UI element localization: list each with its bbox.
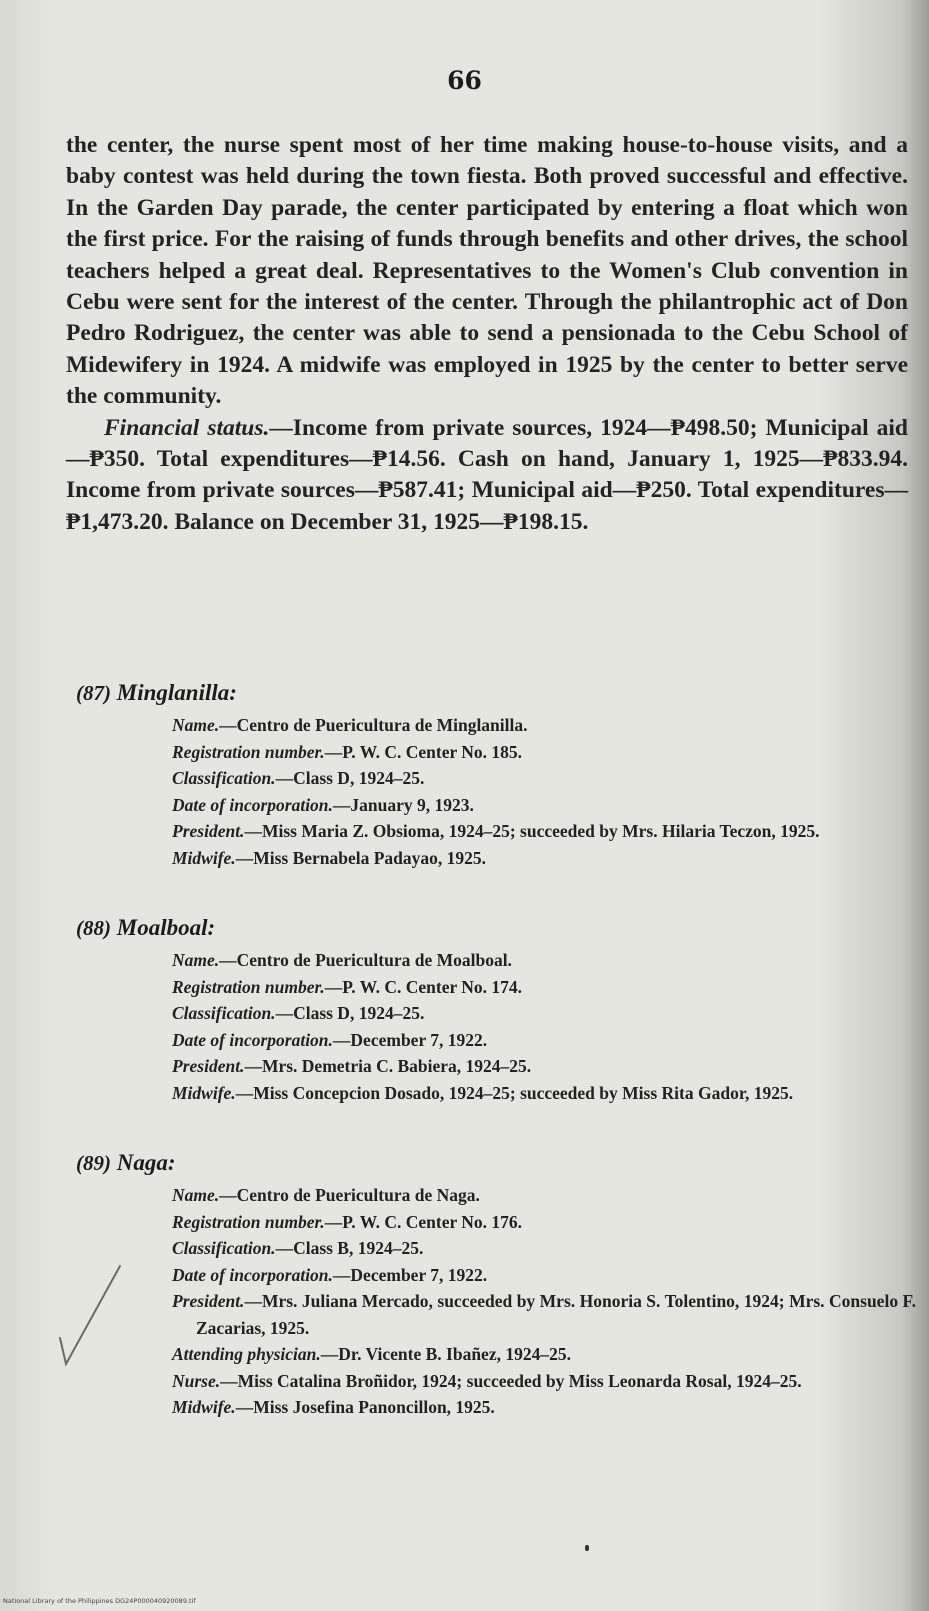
field-midwife: Midwife.—Miss Bernabela Padayao, 1925. <box>172 847 487 868</box>
field-attending-physician: Attending physician.—Dr. Vicente B. Ibañez, 1924–25. <box>172 1344 571 1364</box>
entry-place: Minglanilla: <box>116 680 237 705</box>
field-president: President.—Miss Maria Z. Obsioma, 1924–25; succeeded by Mrs. Hilaria Teczon, 1925. <box>172 821 820 841</box>
field-name: Name.—Centro de Puericultura de Minglanilla. <box>172 715 528 735</box>
entry-naga <box>76 1150 916 1421</box>
financial-status-paragraph <box>66 413 908 539</box>
field-president: President.—Mrs. Demetria C. Babiera, 1924–25. <box>172 1056 532 1076</box>
field-incorporation: Date of incorporation.—December 7, 1922. <box>172 1029 488 1050</box>
entry-place: Moalboal: <box>116 915 216 940</box>
field-nurse: Nurse.—Miss Catalina Broñidor, 1924; succeeded by Miss Leonarda Rosal, 1924–25. <box>172 1370 802 1391</box>
ink-speck <box>585 1545 589 1551</box>
field-classification: Classification.—Class D, 1924–25. <box>172 768 425 788</box>
entry-fields <box>172 1182 916 1421</box>
field-name: Name.—Centro de Puericultura de Naga. <box>172 1185 480 1205</box>
field-incorporation: Date of incorporation.—December 7, 1922. <box>172 1264 488 1285</box>
field-incorporation: Date of incorporation.—January 9, 1923. <box>172 794 474 815</box>
field-classification: Classification.—Class B, 1924–25. <box>172 1238 424 1258</box>
field-classification: Classification.—Class D, 1924–25. <box>172 1003 425 1023</box>
entry-heading <box>76 915 916 941</box>
scan-footer: National Library of the Philippines DG24P000040920089.tif <box>3 1597 196 1605</box>
entry-moalboal <box>76 915 916 1106</box>
financial-status-text: —Income from private sources, 1924—₱498.50; Municipal aid—₱350. Total expenditures—₱14.56. Cash on hand, January 1, 1925—₱833.94. Income from private sources—₱587.41; Municipal aid—₱250. Total expenditures—₱1,473.20. Balance on December 31, 1925—₱198.15. <box>66 414 908 535</box>
financial-status-label: Financial status. <box>104 414 270 441</box>
field-president: President.—Mrs. Juliana Mercado, succeeded by Mrs. Honoria S. Tolentino, 1924; Mrs. Consuelo F. Zacarias, 1925. <box>172 1291 916 1338</box>
field-midwife: Midwife.—Miss Concepcion Dosado, 1924–25; succeeded by Miss Rita Gador, 1925. <box>172 1082 794 1103</box>
field-midwife: Midwife.—Miss Josefina Panoncillon, 1925. <box>172 1397 495 1417</box>
entry-minglanilla <box>76 680 916 871</box>
pencil-check-mark <box>58 1260 128 1380</box>
entry-number: (87) <box>76 681 111 705</box>
field-registration: Registration number.—P. W. C. Center No. 185. <box>172 741 523 762</box>
entry-number: (88) <box>76 916 111 940</box>
entry-fields <box>172 712 916 871</box>
field-name: Name.—Centro de Puericultura de Moalboal. <box>172 950 512 970</box>
entry-heading <box>76 1150 916 1176</box>
field-registration: Registration number.—P. W. C. Center No. 176. <box>172 1211 523 1232</box>
entry-heading <box>76 680 916 706</box>
entry-number: (89) <box>76 1151 111 1175</box>
page-number: 66 <box>447 66 482 95</box>
body-text <box>66 130 908 538</box>
paragraph-continuation: the center, the nurse spent most of her time making house-to-house visits, and a baby contest was held during the town fiesta. Both proved successful and effective. In the Garden Day parade, the center participated by entering a float which won the first price. For the raising of funds through benefits and other drives, the school teachers helped a great deal. Representatives to the Women's Club convention in Cebu were sent for the interest of the center. Through the philantrophic act of Don Pedro Rodriguez, the center was able to send a pensionada to the Cebu School of Midewifery in 1924. A midwife was employed in 1925 by the center to better serve the community. <box>66 132 908 410</box>
field-registration: Registration number.—P. W. C. Center No. 174. <box>172 976 523 997</box>
entry-fields <box>172 947 916 1106</box>
entry-place: Naga: <box>116 1150 176 1175</box>
